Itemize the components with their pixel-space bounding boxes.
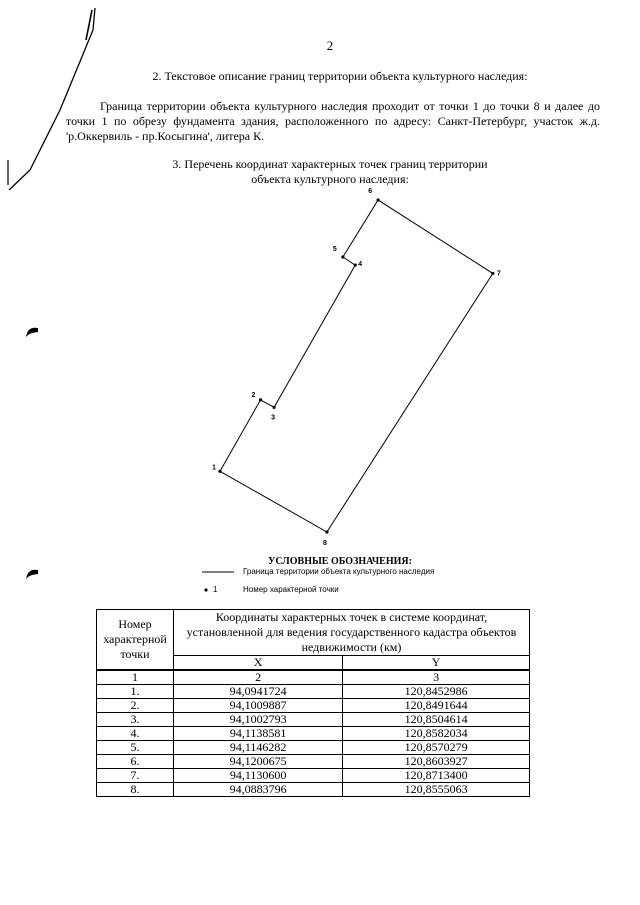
- table-row: [97, 713, 530, 727]
- table-body: [97, 685, 530, 797]
- legend-boundary-line: [202, 569, 236, 575]
- y-coordinate-cell: 120,8713400: [343, 769, 530, 783]
- y-coordinate-cell: 120,8603927: [343, 755, 530, 769]
- table-row: [97, 727, 530, 741]
- table-row: [97, 783, 530, 797]
- x-coordinate-cell: 94,1200675: [174, 755, 343, 769]
- y-coordinate-cell: 120,8452986: [343, 685, 530, 699]
- table-header-row: [97, 610, 530, 656]
- legend-point-dot: [203, 587, 209, 593]
- table-row: [97, 741, 530, 755]
- table-row: [97, 685, 530, 699]
- x-coordinate-cell: 94,1130600: [174, 769, 343, 783]
- point-number-cell: 7.: [97, 769, 174, 783]
- point-number-cell: 5.: [97, 741, 174, 755]
- header-point-number: Номер характерной точки: [97, 610, 174, 671]
- section-3-title-line1: 3. Перечень координат характерных точек границ территории: [172, 157, 488, 171]
- table-row: [97, 769, 530, 783]
- point-number-cell: 1.: [97, 685, 174, 699]
- plan-point-8: [325, 530, 328, 533]
- header-x: X: [174, 656, 343, 671]
- x-coordinate-cell: 94,1009887: [174, 699, 343, 713]
- plan-point-label-4: 4: [358, 261, 363, 269]
- table-column-number-row: [97, 670, 530, 685]
- plan-point-label-8: 8: [322, 540, 327, 547]
- y-coordinate-cell: 120,8504614: [343, 713, 530, 727]
- plan-point-4: [354, 263, 357, 266]
- point-number-cell: 3.: [97, 713, 174, 727]
- plan-point-label-2: 2: [251, 391, 256, 399]
- table-row: [97, 755, 530, 769]
- point-number-cell: 4.: [97, 727, 174, 741]
- legend-point-sample: 1: [213, 585, 218, 594]
- plan-point-7: [491, 272, 494, 275]
- plan-point-label-1: 1: [212, 464, 216, 472]
- x-coordinate-cell: 94,1138581: [174, 727, 343, 741]
- plan-point-label-6: 6: [368, 188, 373, 195]
- legend-point-label: Номер характерной точки: [243, 585, 339, 594]
- point-number-cell: 8.: [97, 783, 174, 797]
- plan-point-3: [272, 406, 275, 409]
- plan-point-6: [377, 198, 380, 201]
- point-number-cell: 6.: [97, 755, 174, 769]
- plan-point-2: [259, 398, 262, 401]
- legend-title: УСЛОВНЫЕ ОБОЗНАЧЕНИЯ:: [268, 556, 412, 567]
- section-2-text: Граница территории объекта культурного наследия проходит от точки 1 до точки 8 и далее до точки 1 по обрезу фундамента здания, расположенного по адресу: Санкт-Петербург, участок ж.д. 'р.Оккервиль - пр.Косыгина', литера К.: [66, 99, 600, 143]
- x-coordinate-cell: 94,0941724: [174, 685, 343, 699]
- table-row: [97, 699, 530, 713]
- page-number: 2: [326, 38, 334, 53]
- point-number-cell: 2.: [97, 699, 174, 713]
- y-coordinate-cell: 120,8582034: [343, 727, 530, 741]
- column-number-3: 3: [343, 670, 530, 685]
- header-coordinates: Координаты характерных точек в системе координат, установленной для ведения государственного кадастра объектов недвижимости (км): [174, 610, 530, 656]
- column-number-2: 2: [174, 670, 343, 685]
- header-y: Y: [343, 656, 530, 671]
- scan-margin-marks: [8, 8, 95, 580]
- plan-point-label-3: 3: [271, 414, 276, 422]
- plan-point-label-5: 5: [332, 245, 337, 253]
- plan-point-label-7: 7: [496, 270, 501, 278]
- legend-boundary-label: Граница территории объекта культурного наследия: [243, 567, 435, 576]
- x-coordinate-cell: 94,1146282: [174, 741, 343, 755]
- y-coordinate-cell: 120,8491644: [343, 699, 530, 713]
- column-number-1: 1: [97, 670, 174, 685]
- plan-point-5: [341, 255, 344, 258]
- x-coordinate-cell: 94,0883796: [174, 783, 343, 797]
- y-coordinate-cell: 120,8570279: [343, 741, 530, 755]
- plan-point-1: [218, 470, 221, 473]
- boundary-line: [220, 200, 493, 532]
- x-coordinate-cell: 94,1002793: [174, 713, 343, 727]
- section-3-title-line2: объекта культурного наследия:: [251, 172, 409, 186]
- coordinates-table: [96, 609, 530, 797]
- section-2-title: 2. Текстовое описание границ территории объекта культурного наследия:: [152, 69, 528, 83]
- y-coordinate-cell: 120,8555063: [343, 783, 530, 797]
